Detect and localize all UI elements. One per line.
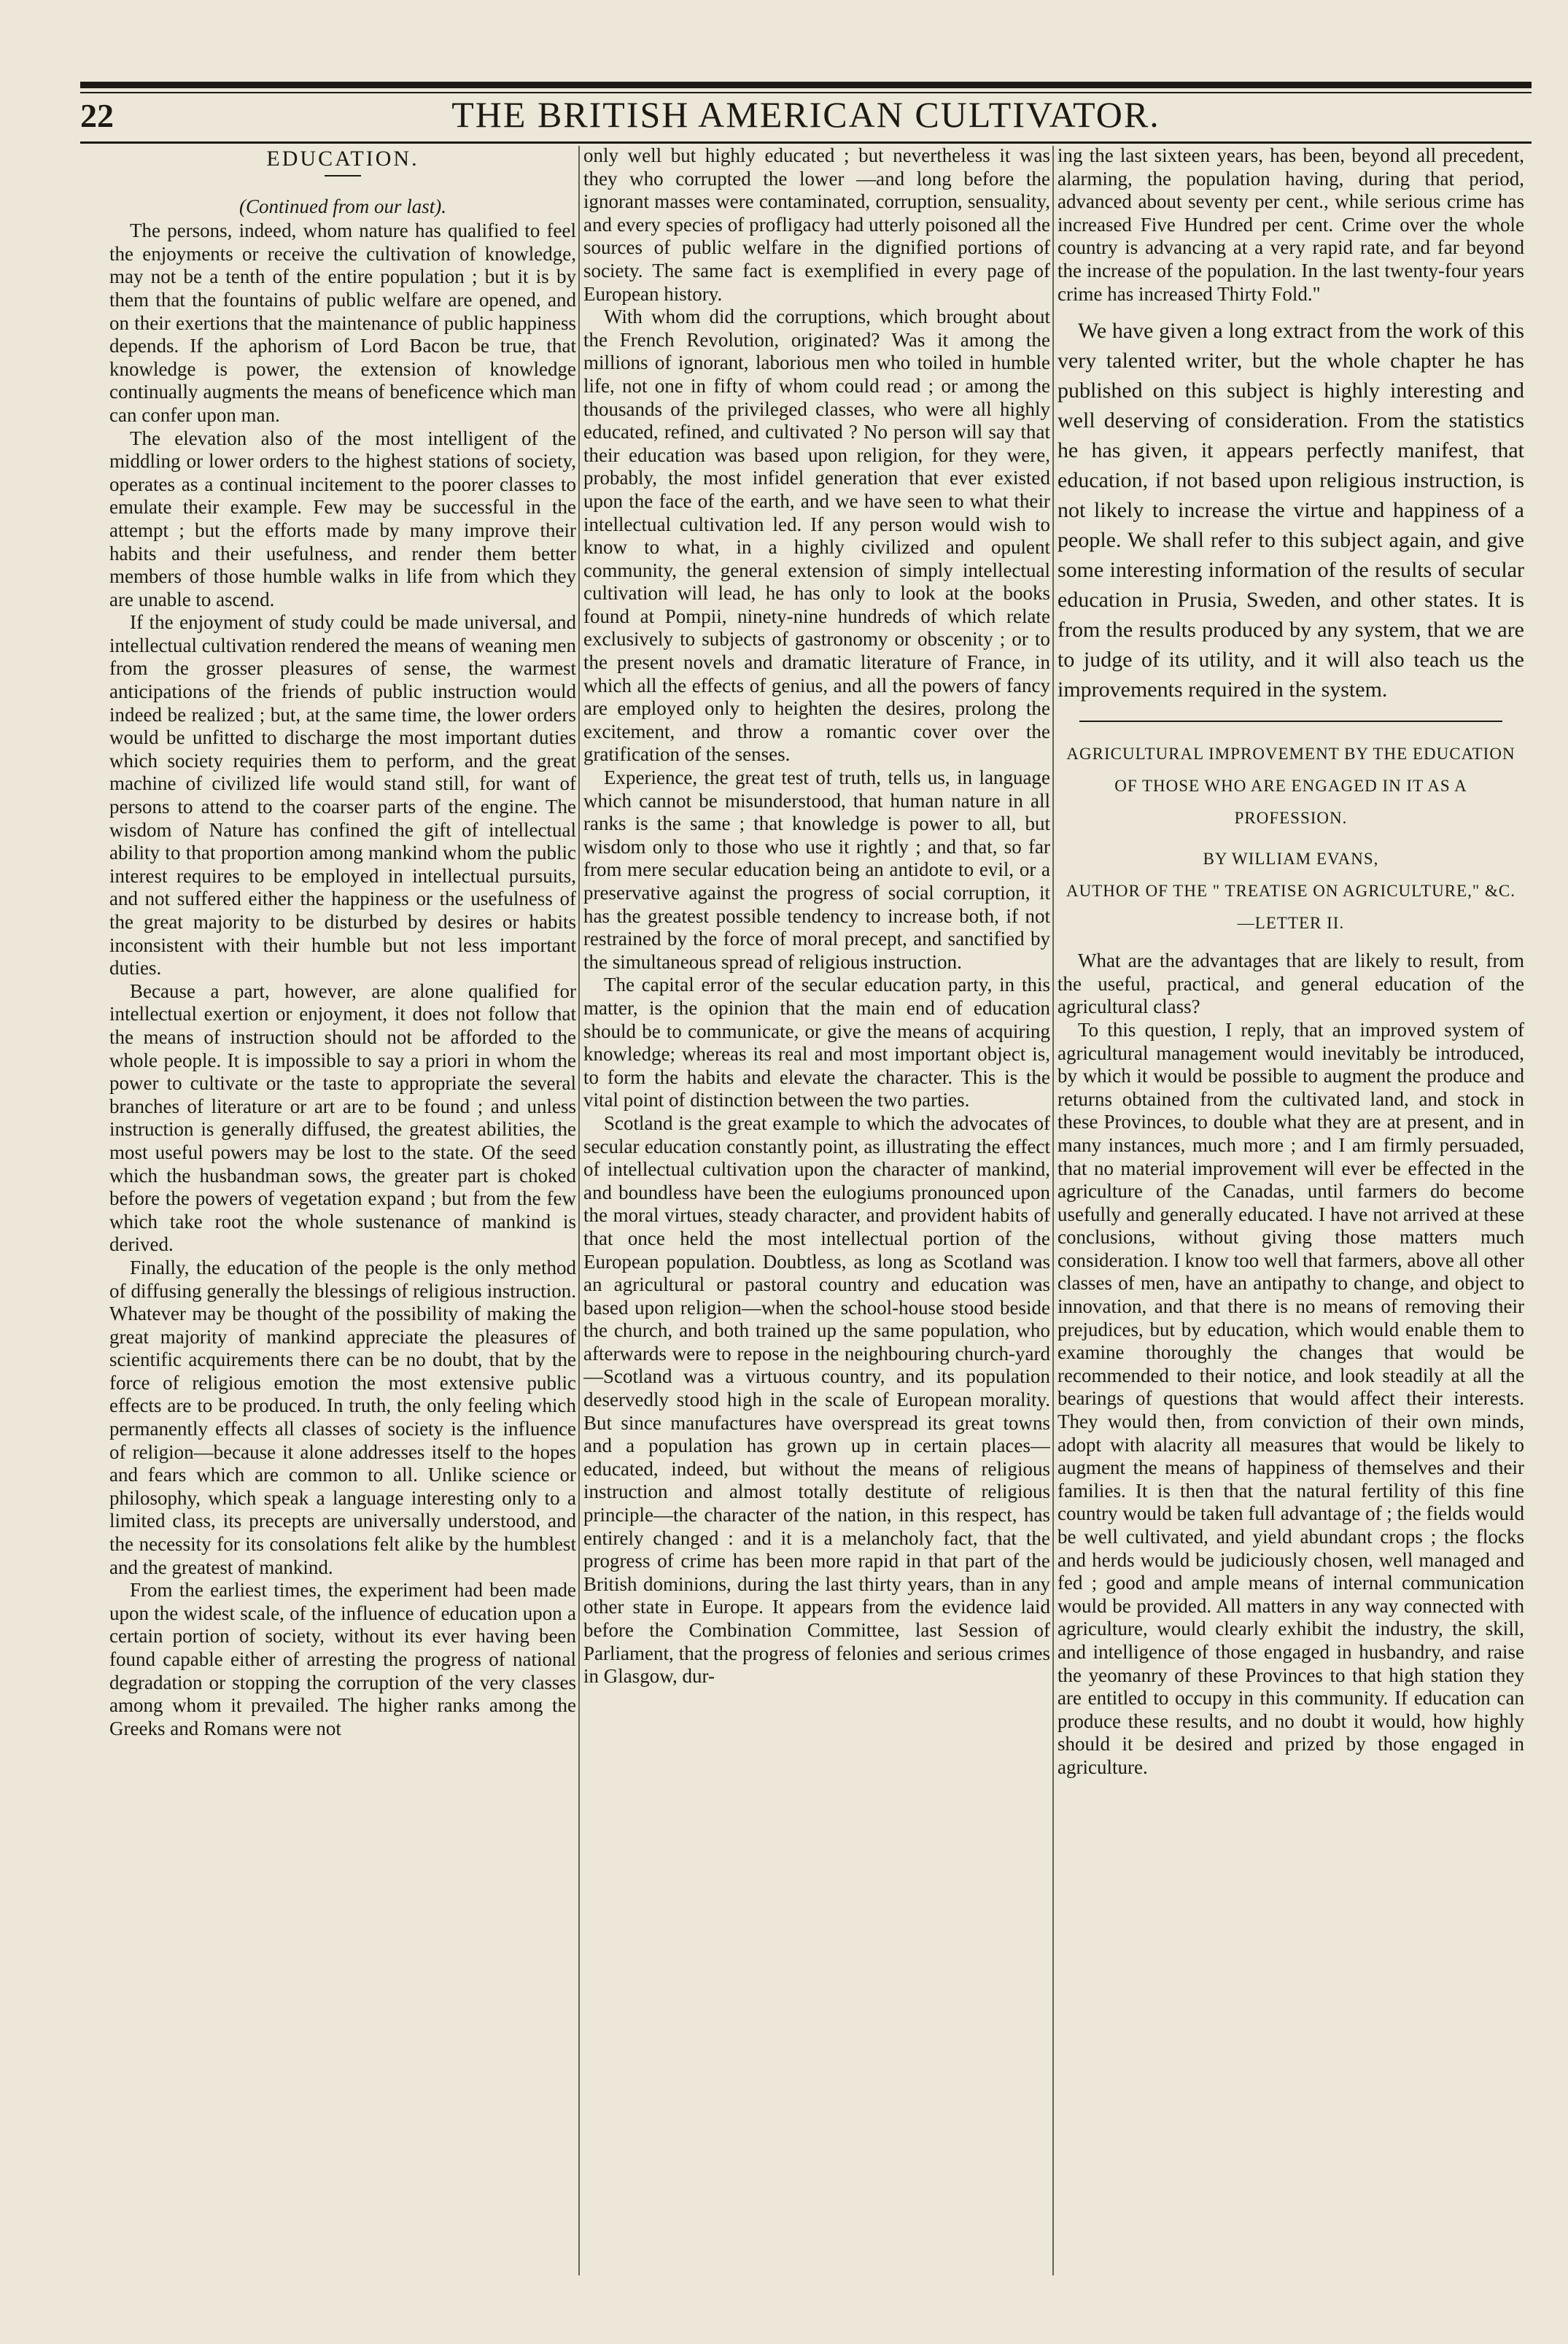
column-2 xyxy=(583,144,1050,2281)
column-1 xyxy=(109,144,576,2281)
byline: BY WILLIAM EVANS, xyxy=(1203,850,1379,869)
top-border-rule xyxy=(80,82,1532,88)
paragraph: The capital error of the secular education party, in this matter, is the opinion that the main end of education should be to communicate, or give the means of acquiring knowledge; whereas its real and most important object is, to form the habits and elevate the character. This is the vital point of distinction between the two parties. xyxy=(583,974,1050,1111)
paragraph: From the earliest times, the experiment had been made upon the widest scale, of the influence of education upon a certain portion of society, without its ever having been found capable either of arresting the progress of national degradation or stopping the corruption of the very classes among whom it prevailed. The higher ranks among the Greeks and Romans were not xyxy=(109,1579,576,1739)
page-number: 22 xyxy=(80,97,114,134)
paragraph: Because a part, however, are alone qualified for intellectual exertion or enjoyment, it does not follow that the means of instruction should not be afforded to the whole people. It is impossible to say a priori in whom the power to cultivate or the taste to appropriate the several branches of literature or art are to be found ; and unless instruction is generally diffused, the greatest abilities, the most useful powers may be lost to the state. Of the seed which the husbandman sows, the greater part is choked before the powers of vegetation expand ; but from the few which take root the whole sustenance of mankind is derived. xyxy=(109,979,576,1256)
paragraph: only well but highly educated ; but nevertheless it was they who corrupted the lower —and long before the ignorant masses were contaminated, corruption, sensuality, and every species of profligacy had utterly poisoned all the sources of public welfare in the dignified portions of society. The same fact is exemplified in every page of European history. xyxy=(583,144,1050,305)
paragraph: With whom did the corruptions, which brought about the French Revolution, originated? Was it among the millions of ignorant, laborious men who toiled in humble life, not one in fifty of whom could read ; or among the thousands of the privileged classes, who were all highly educated, refined, and cultivated ? No person will say that their education was based upon religion, for they were, probably, the most infidel generation that ever existed upon the face of the earth, and we have seen to what their intellectual cultivation led. If any person would wish to know to what, in a highly civilized and opulent community, the general extension of simply intellectual cultivation will lead, he has only to look at the books found at Pompii, ninety-nine hundreds of which relate exclusively to subjects of gastronomy or obscenity ; or to the present novels and dramatic literature of France, in which all the effects of genius, and all the powers of fancy are employed only to heighten the desires, prolong the excitement, and throw a romantic cover over the gratification of the senses. xyxy=(583,306,1050,766)
paragraph: Scotland is the great example to which the advocates of secular education constantly point, as illustrating the effect of intellectual cultivation upon the character of mankind, and boundless have been the eulogiums pronounced upon the moral virtues, steady character, and provident habits of that once held the most intellectual portion of the European population. Doubtless, as long as Scotland was an agricultural or pastoral country and education was based upon religion—when the school-house stood beside the church, and both trained up the same population, who afterwards were to repose in the neighbouring church-yard—Scotland was a virtuous country, and its population deservedly stood high in the scale of European morality. But since manufactures have overspread its great towns and a population has grown up in certain places—educated, indeed, but without the means of religious instruction and almost totally destitute of religious principle—the character of the nation, in this respect, has entirely changed : and it is a melancholy fact, that the progress of crime has been more rapid in that part of the British dominions, during the last thirty years, than in any other state in Europe. It appears from the evidence laid before the Combination Committee, last Session of Parliament, that the progress of felonies and serious crimes in Glasgow, dur- xyxy=(583,1111,1050,1688)
paragraph: The elevation also of the most intelligent of the middling or lower orders to the highest stations of society, operates as a continual incitement to the poorer classes to emulate their example. Few may be successful in the attempt ; but the efforts made by many improve their habits and their usefulness, and render them better members of those humble walks in life from which they are unable to ascend. xyxy=(109,427,576,610)
article-separator-rule xyxy=(1079,721,1502,722)
paragraph: If the enjoyment of study could be made universal, and intellectual cultivation rendered the means of weaning men from the grosser pleasures of sense, the warmest anticipations of the friends of public instruction would indeed be realized ; but, at the same time, the lower orders would be unfitted to discharge the most important duties which society requiries them to perform, and the great machine of civilized life would stand still, for want of persons to attend to the coarser parts of the engine. The wisdom of Nature has confined the gift of intellectual ability to that proportion among mankind whom the public interest requires to be employed in intellectual pursuits, and not suffered either the happiness or the usefulness of the great majority to be disturbed by desires or habits inconsistent with their humble but not less important duties. xyxy=(109,611,576,979)
journal-title: THE BRITISH AMERICAN CULTIVATOR. xyxy=(451,94,1160,135)
paragraph: ing the last sixteen years, has been, beyond all precedent, alarming, the population having, during that period, advanced about seventy per cent., while serious crime has increased Five Hundred per cent. Crime over the whole country is advancing at a very rapid rate, and far beyond the increase of the population. In the last twenty-four years crime has increased Thirty Fold." xyxy=(1057,144,1524,305)
paragraph: Finally, the education of the people is the only method of diffusing generally the blessings of religious instruction. Whatever may be thought of the possibility of making the great majority of mankind appreciate the pleasures of scientific acquirements there can be no doubt, that by the force of religious emotion the most extensive public effects are to be produced. In truth, the only feeling which permanently effects all classes of society is the influence of religion—because it alone addresses itself to the hopes and fears which are common to all. Unlike science or philosophy, which speak a language interesting only to a limited class, its precepts are universally understood, and the necessity for its consolations felt alike by the humblest and the greatest of mankind. xyxy=(109,1256,576,1578)
paragraph: To this question, I reply, that an improved system of agricultural management would inevitably be introduced, by which it would be possible to augment the produce and returns obtained from the cultivated land, and stock in these Provinces, to double what they are at present, and in many instances, much more ; and I am firmly persuaded, that no material improvement will ever be effected in the agriculture of the Canadas, until farmers do become usefully and generally educated. I have not arrived at these conclusions, without giving those matters much consideration. I know too well that farmers, above all other classes of men, have an antipathy to change, and object to innovation, and that there is no means of removing their prejudices, but by education, which would enable them to examine thoroughly the changes that would be recommended to their notice, and look steadily at all the bearings of questions that would affect their interests. They would then, from conviction of their own minds, adopt with alacrity all measures that would be likely to augment the means of happiness of themselves and their families. It is then that the natural fertility of this fine country would be taken full advantage of ; the fields would be well cultivated, and yield abundant crops ; the flocks and herds would be judiciously chosen, well managed and fed ; good and ample means of internal communication would be provided. All matters in any way connected with agriculture, would clearly exhibit the industry, the skill, and intelligence of those engaged in husbandry, and raise the yeomanry of these Provinces to that high station they are entitled to occupy in this community. If education can produce these results, and no doubt it would, how highly should it be desired and prized by those engaged in agriculture. xyxy=(1057,1018,1524,1778)
author-note: AUTHOR OF THE " TREATISE ON AGRICULTURE," &C.—LETTER II. xyxy=(1066,882,1516,933)
column-3 xyxy=(1057,144,1524,2281)
masthead xyxy=(80,93,1532,140)
article-heading-education: EDUCATION. xyxy=(266,147,419,171)
article-title: AGRICULTURAL IMPROVEMENT BY THE EDUCATION OF THOSE WHO ARE ENGAGED IN IT AS A PROFESSION. xyxy=(1066,745,1515,828)
heading-rule xyxy=(325,175,361,176)
paragraph: Experience, the great test of truth, tells us, in language which cannot be misunderstood, that human nature in all ranks is the same ; that knowledge is power to all, but wisdom only to those who use it rightly ; and that, so far from mere secular education being an antidote to evil, or a preservative against the progress of social corruption, it has the greatest possible tendency to increase both, if not restrained by the force of moral precept, and sanctified by the simultaneous spread of religious instruction. xyxy=(583,767,1050,973)
paragraph: What are the advantages that are likely to result, from the useful, practical, and general education of the agricultural class? xyxy=(1057,950,1524,1018)
paragraph: The persons, indeed, whom nature has qualified to feel the enjoyments or receive the cultivation of knowledge, may not be a tenth of the entire population ; but it is by them that the fountains of public welfare are opened, and on their exertions that the maintenance of public happiness depends. If the aphorism of Lord Bacon be true, that knowledge is power, the extension of knowledge continually augments the means of beneficence which man can confer upon man. xyxy=(109,220,576,426)
continued-note: (Continued from our last). xyxy=(238,195,446,217)
column-divider xyxy=(578,146,580,2275)
column-divider xyxy=(1052,146,1054,2275)
masthead-rule xyxy=(80,141,1532,144)
paragraph: We have given a long extract from the work of this very talented writer, but the whole chapter he has published on this subject is highly interesting and well deserving of consideration. From the statistics he has given, it appears perfectly manifest, that education, if not based upon religious instruction, is not likely to increase the virtue and happiness of a people. We shall refer to this subject again, and give some interesting information of the results of secular education in Prusia, Sweden, and other states. It is from the results produced by any system, that we are to judge of its utility, and it will also teach us the improvements required in the system. xyxy=(1057,319,1524,702)
